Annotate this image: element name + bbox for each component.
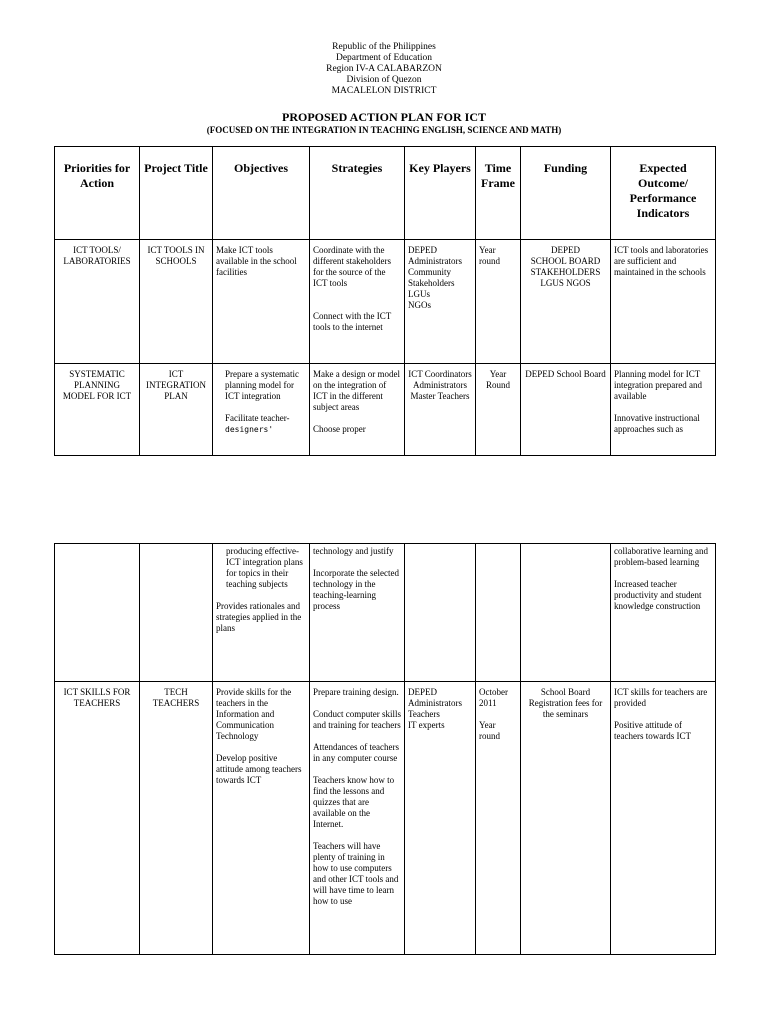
funding-cell: [521, 240, 611, 364]
player-text: NGOs: [408, 300, 432, 310]
table-row: [55, 364, 716, 456]
col-header-strategies: Strategies: [310, 147, 405, 240]
objective-text: Facilitate teacher-: [225, 413, 290, 423]
strategy-text: Teachers will have plenty of training in how to use computers and other ICT tools and will have time to learn how to use: [313, 841, 399, 906]
player-text: Administrators: [408, 698, 462, 708]
time-cell: [476, 544, 521, 682]
col-header-project: Project Title: [140, 147, 213, 240]
players-cell: [405, 682, 476, 955]
col-header-objectives: Objectives: [213, 147, 310, 240]
header-line: MACALELON DISTRICT: [331, 86, 437, 96]
objectives-cell: [213, 682, 310, 955]
project-cell: TECH TEACHERS: [140, 682, 213, 955]
player-text: Administrators: [408, 256, 462, 266]
page-subtitle: (FOCUSED ON THE INTEGRATION IN TEACHING ENGLISH, SCIENCE AND MATH): [206, 125, 562, 135]
header-line: Region IV-A CALABARZON: [326, 64, 442, 74]
outcome-cell: [611, 544, 716, 682]
priority-cell: [55, 544, 140, 682]
time-text: October 2011: [479, 687, 508, 708]
col-header-funding: Funding: [521, 147, 611, 240]
funding-text: SCHOOL BOARD: [530, 256, 601, 266]
outcome-cell: [611, 364, 716, 456]
objectives-cell: [213, 364, 310, 456]
strategies-cell: [310, 240, 405, 364]
strategy-text: Connect with the ICT tools to the internet: [313, 311, 392, 332]
player-text: Community: [408, 267, 452, 277]
objective-text-cut: designers': [225, 425, 274, 434]
objective-text: Provide skills for the teachers in the Information and Communication Technology: [216, 687, 292, 741]
header-line: Republic of the Philippines: [332, 42, 436, 52]
outcome-text: collaborative learning and problem-based learning: [614, 546, 708, 567]
outcome-text: Planning model for ICT integration prepared and available: [614, 369, 702, 401]
player-text: DEPED: [408, 245, 437, 255]
outcome-cell: [611, 682, 716, 955]
time-cell: [476, 682, 521, 955]
strategies-cell: [310, 544, 405, 682]
strategy-text: Teachers know how to find the lessons and quizzes that are available on the Internet.: [313, 775, 395, 829]
funding-text: LGUS NGOS: [540, 278, 591, 288]
col-header-key-players: Key Players: [405, 147, 476, 240]
player-text: LGUs: [408, 289, 430, 299]
strategies-cell: [310, 682, 405, 955]
action-plan-table-top: [54, 146, 716, 456]
time-text: Year round: [479, 720, 500, 741]
strategy-text: Prepare training design.: [313, 687, 399, 697]
strategy-text: Coordinate with the different stakeholders for the source of the ICT tools: [313, 245, 392, 288]
outcome-text: Innovative instructional approaches such as: [614, 413, 700, 434]
col-header-priorities: Priorities for Action: [55, 147, 140, 240]
funding-text: STAKEHOLDERS: [530, 267, 601, 277]
col-header-time-frame: Time Frame: [476, 147, 521, 240]
objective-text: producing effective-ICT integration plans for topics in their teaching subjects: [226, 546, 303, 589]
funding-cell: DEPED School Board: [521, 364, 611, 456]
page-title: PROPOSED ACTION PLAN FOR ICT: [281, 110, 487, 124]
player-text: Stakeholders: [408, 278, 455, 288]
players-cell: ICT Coordinators Administrators Master Teachers: [405, 364, 476, 456]
objectives-cell: [213, 544, 310, 682]
players-cell: [405, 240, 476, 364]
objective-text: Prepare a systematic planning model for ICT integration: [225, 369, 299, 401]
player-text: DEPED: [408, 687, 437, 697]
priority-cell: ICT SKILLS FOR TEACHERS: [55, 682, 140, 955]
objectives-cell: Make ICT tools available in the school facilities: [213, 240, 310, 364]
player-text: IT experts: [408, 720, 445, 730]
header-line: Department of Education: [335, 53, 433, 63]
col-header-outcome: Expected Outcome/ Performance Indicators: [611, 147, 716, 240]
outcome-text: Positive attitude of teachers towards ICT: [614, 720, 691, 741]
strategy-text: Make a design or model on the integration of ICT in the different subject areas: [313, 369, 400, 412]
objective-text: Develop positive attitude among teachers towards ICT: [216, 753, 302, 785]
project-cell: ICT INTEGRATION PLAN: [140, 364, 213, 456]
strategy-text: Choose proper: [313, 424, 366, 434]
project-cell: [140, 544, 213, 682]
project-cell: ICT TOOLS IN SCHOOLS: [140, 240, 213, 364]
funding-text: DEPED: [551, 245, 580, 255]
time-cell: Year Round: [476, 364, 521, 456]
outcome-text: ICT skills for teachers are provided: [614, 687, 708, 708]
strategy-text: Incorporate the selected technology in the teaching-learning process: [313, 568, 399, 611]
outcome-cell: ICT tools and laboratories are sufficient and maintained in the schools: [611, 240, 716, 364]
table-row: [55, 682, 716, 955]
table-row: [55, 240, 716, 364]
players-cell: [405, 544, 476, 682]
strategy-text: technology and justify: [313, 546, 394, 556]
objective-text: Provides rationales and strategies applied in the plans: [216, 601, 302, 633]
time-cell: Year round: [476, 240, 521, 364]
funding-cell: [521, 544, 611, 682]
outcome-text: Increased teacher productivity and student knowledge construction: [614, 579, 702, 611]
table-row: [55, 544, 716, 682]
header-row: [55, 147, 716, 240]
player-text: Teachers: [408, 709, 440, 719]
header-line: Division of Quezon: [346, 75, 422, 85]
priority-cell: SYSTEMATIC PLANNING MODEL FOR ICT: [55, 364, 140, 456]
strategies-cell: [310, 364, 405, 456]
action-plan-table-bottom: [54, 543, 716, 955]
strategy-text: Conduct computer skills and training for teachers: [313, 709, 401, 730]
strategy-text: Attendances of teachers in any computer course: [313, 742, 399, 763]
priority-cell: ICT TOOLS/ LABORATORIES: [55, 240, 140, 364]
funding-cell: School Board Registration fees for the seminars: [521, 682, 611, 955]
